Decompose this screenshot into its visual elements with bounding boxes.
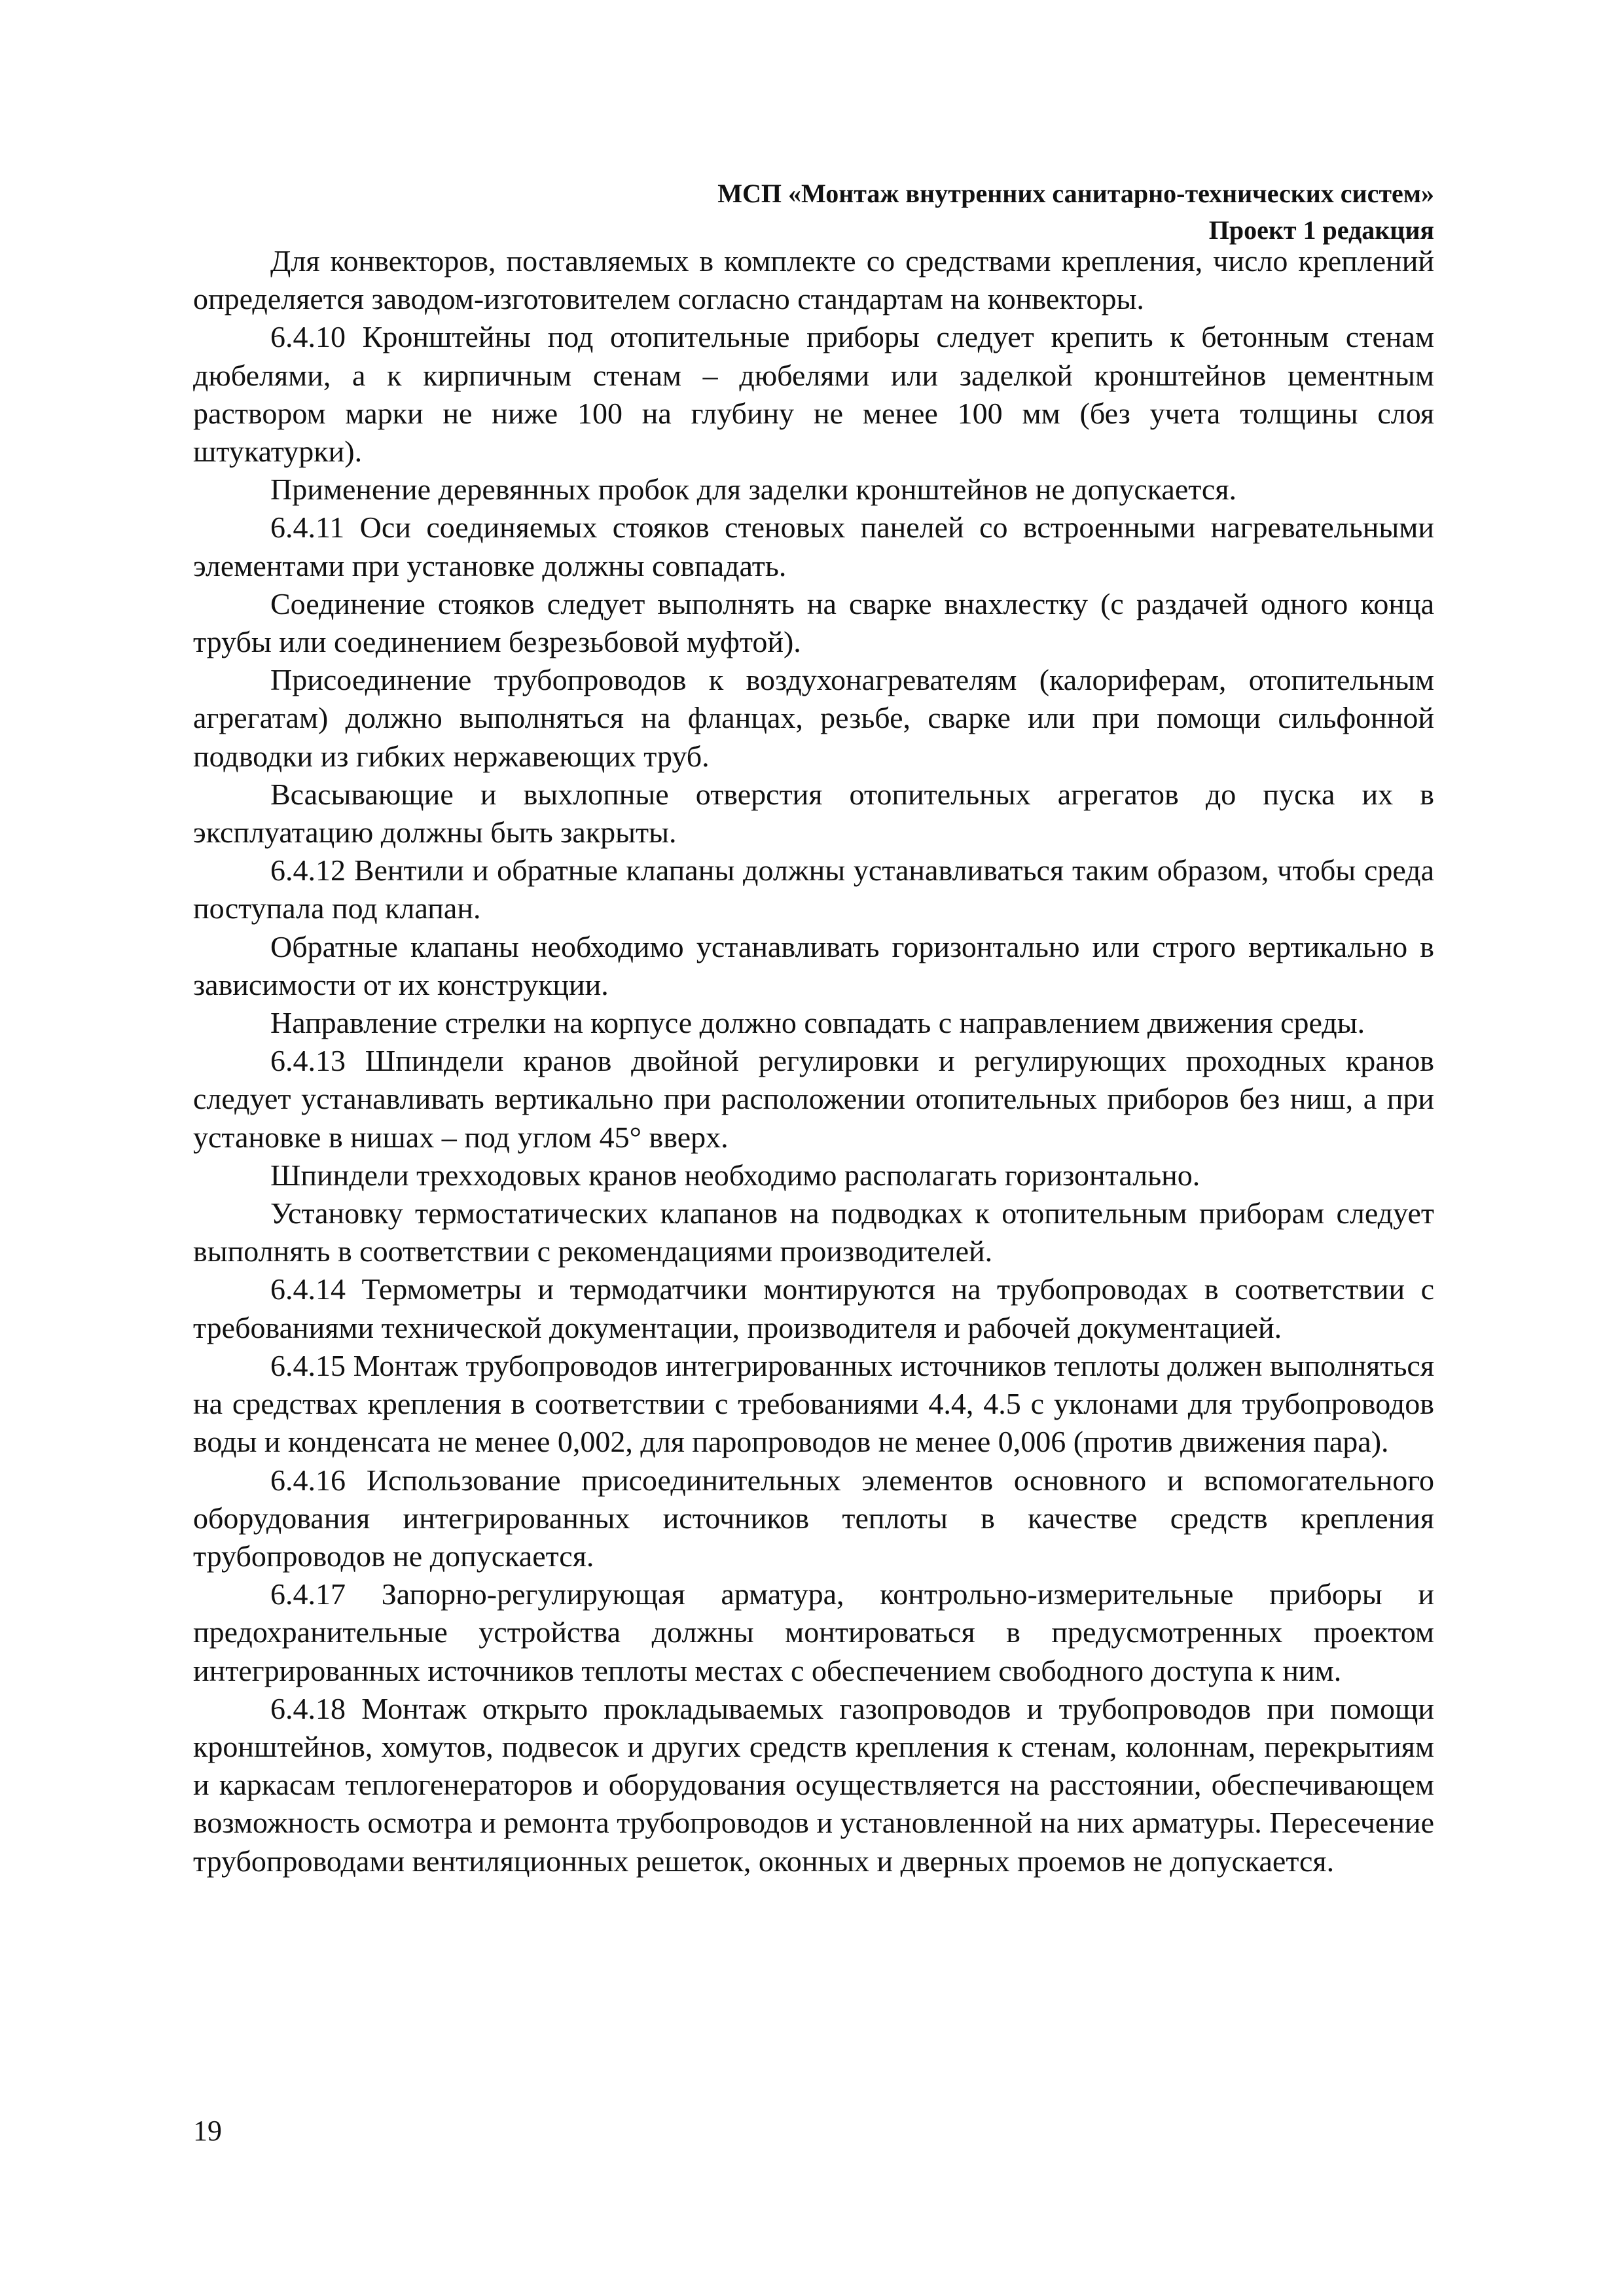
paragraph: Обратные клапаны необходимо устанавливать горизонтально или строго вертикально в зависимости от их конструкции. — [193, 929, 1434, 1001]
paragraph: Направление стрелки на корпусе должно совпадать с направлением движения среды. — [270, 1006, 1365, 1040]
paragraph: 6.4.15 Монтаж трубопроводов интегрированных источников теплоты должен выполняться на средствах крепления в соответствии с требованиями 4.4, 4.5 с уклонами для трубопроводов воды и конденсата не менее 0,002, для паропроводов не менее 0,006 (против движения пара). — [193, 1348, 1434, 1459]
paragraph: Соединение стояков следует выполнять на сварке внахлестку (с раздачей одного конца трубы или соединением безрезьбовой муфтой). — [193, 586, 1434, 659]
paragraph: 6.4.16 Использование присоединительных элементов основного и вспомогательного оборудования интегрированных источников теплоты в качестве средств крепления трубопроводов не допускается. — [193, 1463, 1434, 1573]
document-body — [193, 242, 1434, 1880]
paragraph: 6.4.12 Вентили и обратные клапаны должны устанавливаться таким образом, чтобы среда поступала под клапан. — [193, 853, 1434, 925]
paragraph: Присоединение трубопроводов к воздухонагревателям (калориферам, отопительным агрегатам) должно выполняться на фланцах, резьбе, сварке или при помощи сильфонной подводки из гибких нержавеющих труб. — [193, 663, 1434, 773]
paragraph: 6.4.10 Кронштейны под отопительные приборы следует крепить к бетонным стенам дюбелями, а к кирпичным стенам – дюбелями или заделкой кронштейнов цементным раствором марки не ниже 100 на глубину не менее 100 мм (без учета толщины слоя штукатурки). — [193, 320, 1434, 469]
paragraph: Шпиндели трехходовых кранов необходимо располагать горизонтально. — [270, 1158, 1200, 1192]
paragraph: 6.4.17 Запорно-регулирующая арматура, контрольно-измерительные приборы и предохранительные устройства должны монтироваться в предусмотренных проектом интегрированных источников теплоты местах с обеспечением свободного доступа к ним. — [193, 1577, 1434, 1687]
paragraph: 6.4.11 Оси соединяемых стояков стеновых панелей со встроенными нагревательными элементами при установке должны совпадать. — [193, 511, 1434, 583]
paragraph: Применение деревянных пробок для заделки кронштейнов не допускается. — [270, 473, 1236, 507]
running-header — [193, 175, 1434, 249]
paragraph: Для конвекторов, поставляемых в комплекте со средствами крепления, число креплений определяется заводом-изготовителем согласно стандартам на конвекторы. — [193, 244, 1434, 316]
paragraph: 6.4.13 Шпиндели кранов двойной регулировки и регулирующих проходных кранов следует устанавливать вертикально при расположении отопительных приборов без ниш, а при установке в нишах – под углом 45° вверх. — [193, 1044, 1434, 1154]
paragraph: 6.4.18 Монтаж открыто прокладываемых газопроводов и трубопроводов при помощи кронштейнов, хомутов, подвесок и других средств крепления к стенам, колоннам, перекрытиям и каркасам теплогенераторов и оборудования осуществляется на расстоянии, обеспечивающем возможность осмотра и ремонта трубопроводов и установленной на них арматуры. Пересечение трубопроводами вентиляционных решеток, оконных и дверных проемов не допускается. — [193, 1691, 1434, 1878]
paragraph: 6.4.14 Термометры и термодатчики монтируются на трубопроводах в соответствии с требованиями технической документации, производителя и рабочей документацией. — [193, 1272, 1434, 1344]
header-edition: Проект 1 редакция — [1208, 215, 1434, 245]
paragraph: Всасывающие и выхлопные отверстия отопительных агрегатов до пуска их в эксплуатацию должны быть закрыты. — [193, 777, 1434, 850]
paragraph: Установку термостатических клапанов на подводках к отопительным приборам следует выполнять в соответствии с рекомендациями производителей. — [193, 1196, 1434, 1268]
header-title: МСП «Монтаж внутренних санитарно-технических систем» — [717, 179, 1434, 208]
page-number: 19 — [193, 2115, 222, 2147]
